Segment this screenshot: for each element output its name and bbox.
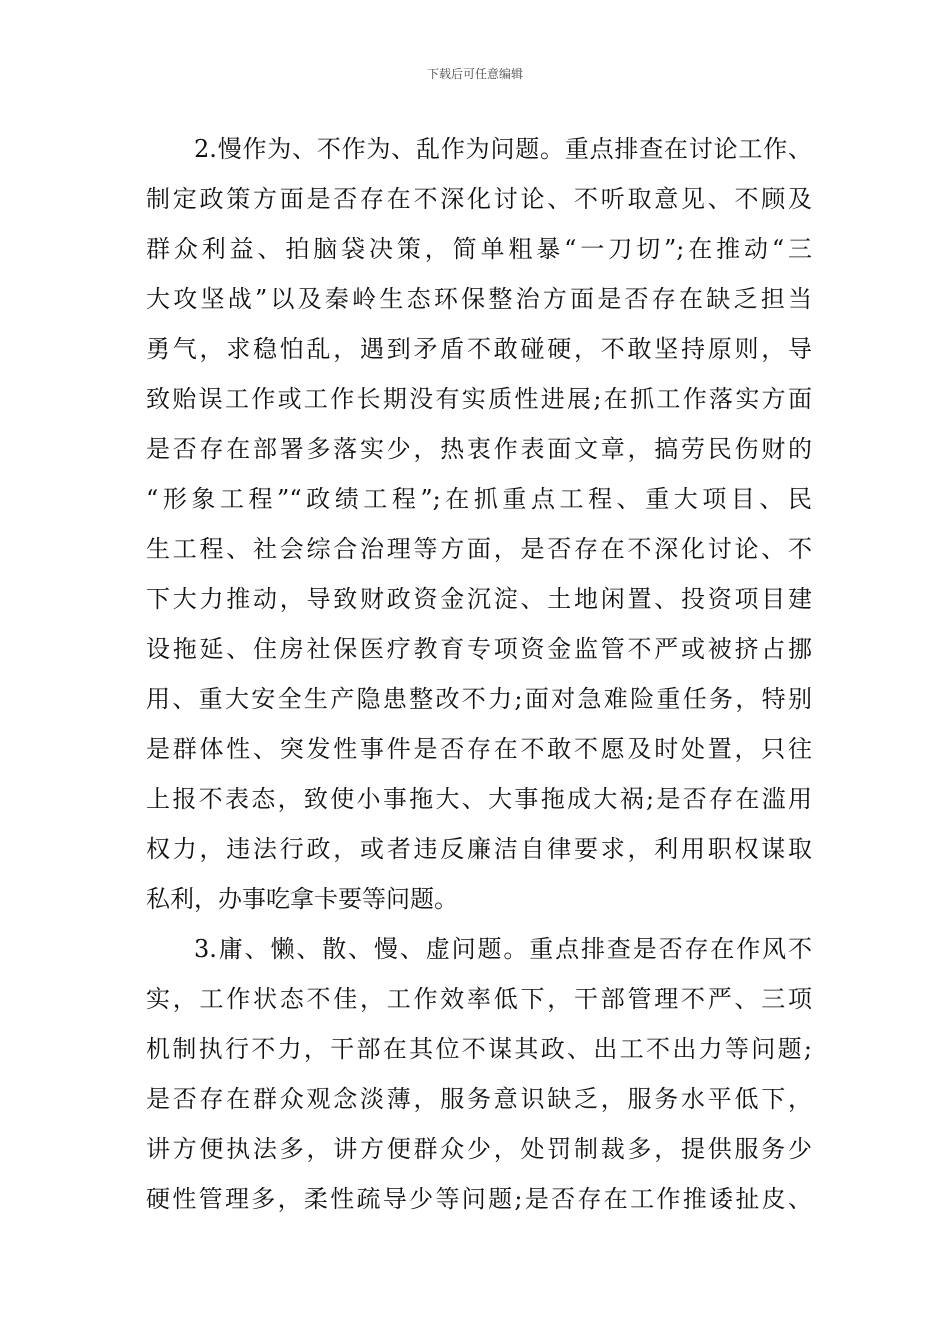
- paragraph-2-line-12: 用、重大安全生产隐患整改不力;面对急难险重任务，特别: [146, 685, 812, 713]
- paragraph-2-line-2: 制定政策方面是否存在不深化讨论、不听取意见、不顾及: [146, 185, 812, 213]
- paragraph-2-line-3: 群众利益、拍脑袋决策，简单粗暴“一刀切”;在推动“三: [146, 235, 812, 263]
- paragraph-2-line-15: 权力，违法行政，或者违反廉洁自律要求，利用职权谋取: [146, 835, 812, 863]
- paragraph-2-line-7: 是否存在部署多落实少，热衷作表面文章，搞劳民伤财的: [146, 435, 812, 463]
- paragraph-2-line-14: 上报不表态，致使小事拖大、大事拖成大祸;是否存在滥用: [146, 785, 812, 813]
- paragraph-3-line-6: 硬性管理多，柔性疏导少等问题;是否存在工作推诿扯皮、: [146, 1185, 812, 1213]
- page-header: 下载后可任意编辑: [426, 67, 523, 81]
- paragraph-3-line-4: 是否存在群众观念淡薄，服务意识缺乏，服务水平低下，: [146, 1085, 812, 1113]
- paragraph-2-line-1: 2.慢作为、不作为、乱作为问题。重点排查在讨论工作、: [194, 135, 812, 163]
- paragraph-2-line-5: 勇气，求稳怕乱，遇到矛盾不敢碰硬，不敢坚持原则，导: [146, 335, 812, 363]
- paragraph-2-line-8: “形象工程”“政绩工程”;在抓重点工程、重大项目、民: [146, 485, 812, 513]
- paragraph-2-line-6: 致贻误工作或工作长期没有实质性进展;在抓工作落实方面: [146, 385, 812, 413]
- paragraph-2-line-13: 是群体性、突发性事件是否存在不敢不愿及时处置，只往: [146, 735, 812, 763]
- paragraph-3-line-3: 机制执行不力，干部在其位不谋其政、出工不出力等问题;: [146, 1035, 812, 1063]
- paragraph-2-line-4: 大攻坚战”以及秦岭生态环保整治方面是否存在缺乏担当: [146, 285, 812, 313]
- paragraph-3-line-2: 实，工作状态不佳，工作效率低下，干部管理不严、三项: [146, 985, 812, 1013]
- paragraph-2-line-11: 设拖延、住房社保医疗教育专项资金监管不严或被挤占挪: [146, 635, 812, 663]
- paragraph-2-line-10: 下大力推动，导致财政资金沉淀、土地闲置、投资项目建: [146, 585, 812, 613]
- paragraph-2-line-9: 生工程、社会综合治理等方面，是否存在不深化讨论、不: [146, 535, 812, 563]
- paragraph-3-line-1: 3.庸、懒、散、慢、虚问题。重点排查是否存在作风不: [194, 935, 812, 963]
- paragraph-2-line-16: 私利，办事吃拿卡要等问题。: [146, 885, 458, 913]
- body-text: [146, 124, 812, 1224]
- paragraph-3-line-5: 讲方便执法多，讲方便群众少，处罚制裁多，提供服务少: [146, 1135, 812, 1163]
